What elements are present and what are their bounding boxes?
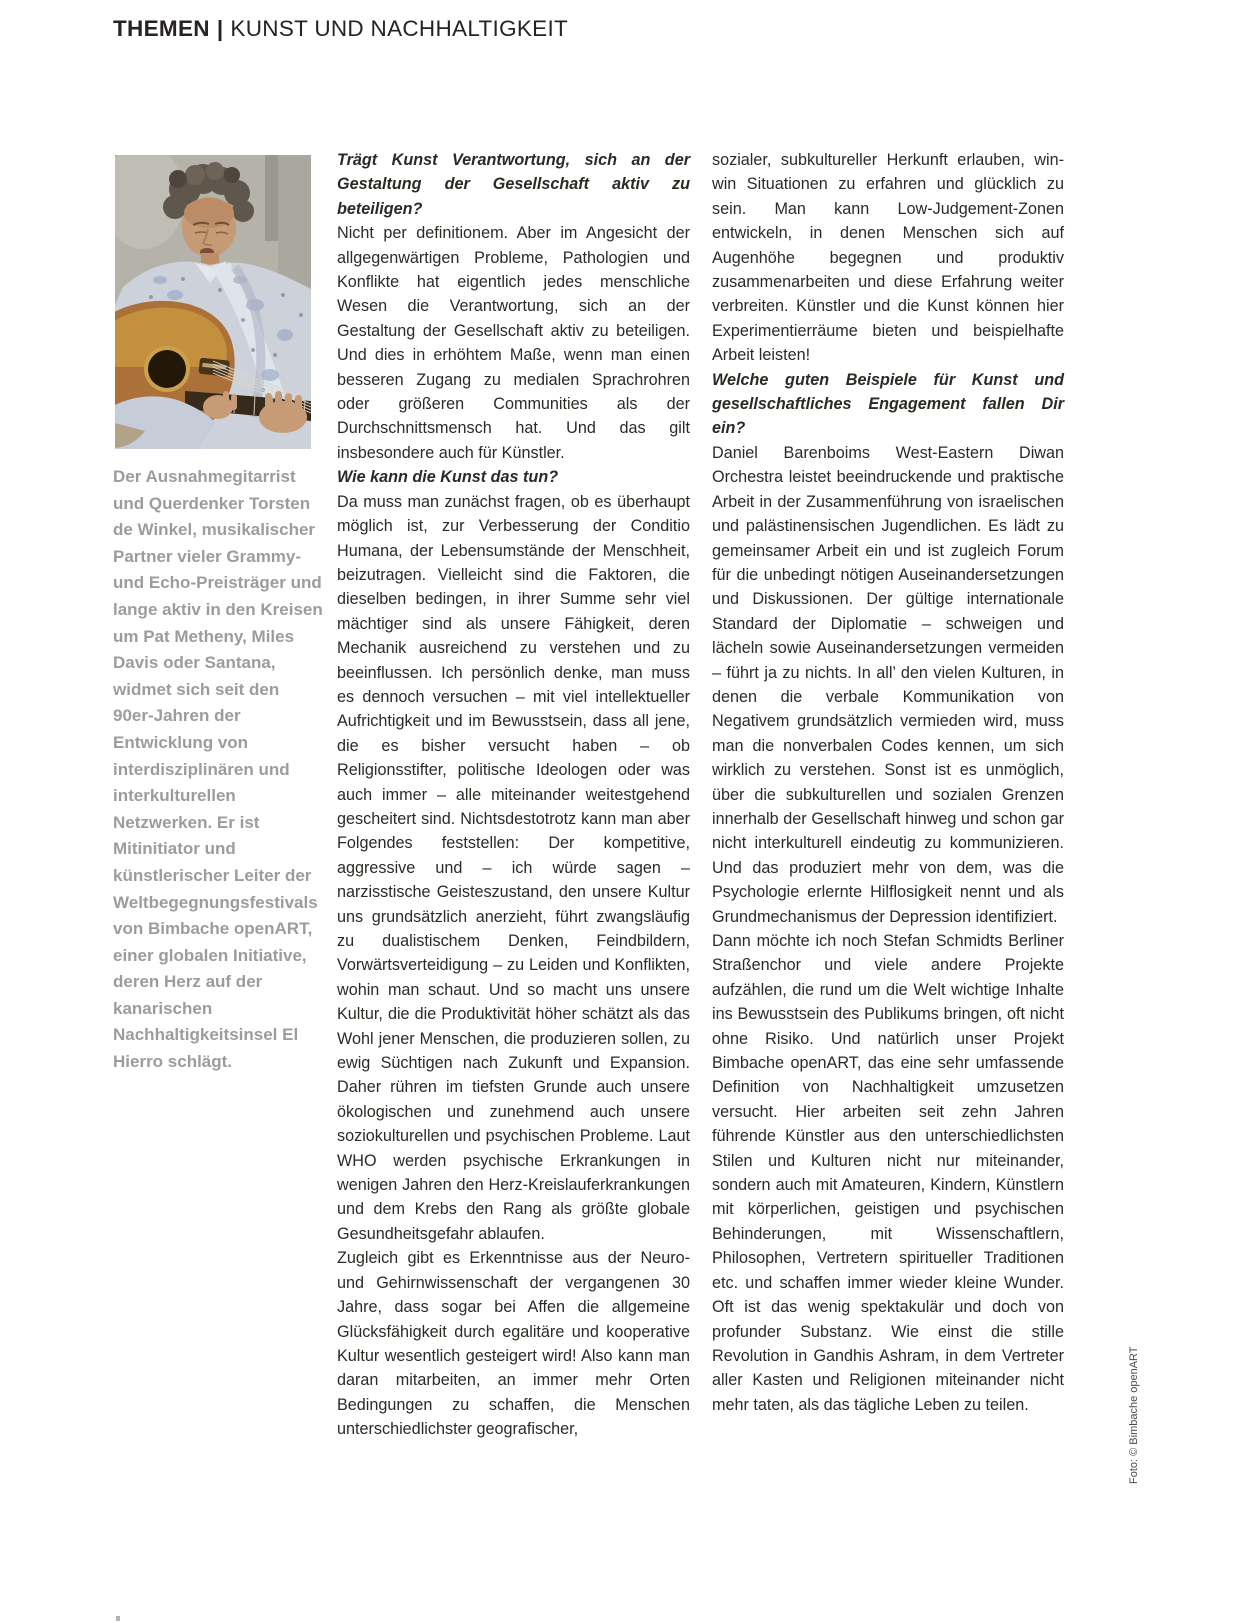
header-separator: | (216, 16, 224, 41)
article-column-2 (712, 148, 1064, 1417)
interview-answer-1: Nicht per definitionem. Aber im Angesicht der allgegenwärtigen Probleme, Pathologien und Konflikte hat eigentlich jedes menschliche Wesen die Verantwortung, sich an der Gestaltung der Gesellschaft aktiv zu beteiligen. Und dies in erhöhtem Maße, wenn man einen besseren Zugang zu medialen Sprachrohren oder größeren Communities als der Durchschnittsmensch hat. Und das gilt insbesondere auch für Künstler. (337, 224, 690, 462)
registration-mark (116, 1616, 120, 1621)
interview-answer-2-part2: Zugleich gibt es Erkenntnisse aus der Neuro- und Gehirnwissenschaft der vergangenen 30 Jahre, dass sogar bei Affen die allgemeine Glücksfähigkeit durch egalitäre und kooperative Kultur wesentlich gesteigert wird! Also kann man daran mitarbeiten, an immer mehr Orten Bedingungen zu schaffen, die Menschen unterschiedlichster geografischer, (337, 1249, 690, 1439)
interview-answer-3-part1: Daniel Barenboims West-Eastern Diwan Orchestra leistet beeindruckende und praktische Arbeit in der Zusammenführung von israelischen und palästinensischen Jugendlichen. Es lädt zu gemeinsamer Arbeit ein und ist zugleich Forum für die unbedingt nötigen Auseinandersetzungen und Diskussionen. Der gültige internationale Standard der Diplomatie – schweigen und lächeln sowie Auseinandersetzungen vermeiden – führt ja zu nichts. In all’ den vielen Kulturen, in denen die verbale Kommunikation von Negativem grundsätzlich vermieden wird, muss man die nonverbalen Codes kennen, um sich wirklich zu verstehen. Sonst ist es unmöglich, über die subkulturellen und sozialen Grenzen innerhalb der Gesellschaft hinweg und schon gar nicht interkulturell eindeutig zu kommunizieren. Und das produziert mehr von dem, was die Psychologie erlernte Hilflosigkeit nennt und als Grundmechanismus der Depression identifiziert. (712, 443, 1064, 926)
photo-credit: Foto: © Bimbache openART (1128, 1346, 1140, 1484)
interview-answer-2-part1: Da muss man zunächst fragen, ob es überhaupt möglich ist, zur Verbesserung der Conditio Humana, der Lebensumstände der Menschheit, beizutragen. Vielleicht sind die Faktoren, die dieselben bedingen, in ihrer Summe sehr viel mächtiger sind als unsere Fähigkeit, deren Mechanik ausreichend zu verstehen und zu beeinflussen. Ich persönlich denke, man muss es dennoch versuchen – mit viel intellektueller Aufrichtigkeit und im Bewusstsein, dass all jene, die es bisher versucht haben – ob Religionsstifter, politische Ideologen oder was auch immer – alle miteinander weitestgehend gescheitert sind. Nichtsdestotrotz kann man aber Folgendes feststellen: Der kompetitive, aggressive und – ich würde sagen – narzisstische Geisteszustand, den unsere Kultur uns grundsätzlich anerzieht, führt zwangsläufig zu dualistischem Denken, Feindbildern, Vorwärtsverteidigung – zu Leiden und Konflikten, wohin man schaut. Und so macht uns unsere Kultur, die die Produktivität höher schätzt als das Wohl jener Menschen, die produzieren sollen, zu ewig Süchtigen nach Zukunft und Expansion. Daher rühren im tiefsten Grunde auch unsere ökologischen und zunehmend auch unsere soziokulturellen und psychischen Probleme. Laut WHO werden psychische Erkrankungen in wenigen Jahren den Herz-Kreislauferkrankungen und dem Krebs den Rang als größte globale Gesundheitsgefahr ablaufen. (337, 492, 690, 1243)
interview-answer-3-part2: Dann möchte ich noch Stefan Schmidts Berliner Straßenchor und viele andere Projekte aufzählen, die rund um die Welt wichtige Inhalte ins Bewusstsein des Publikums bringen, oft nicht ohne Risiko. Und natürlich unser Projekt Bimbache openART, das eine sehr umfassende Definition von Nachhaltigkeit umzusetzen versucht. Hier arbeiten seit zehn Jahren führende Künstler aus den unterschiedlichsten Stilen und Kulturen nicht nur miteinander, sondern auch mit Amateuren, Kindern, Künstlern mit körperlichen, geistigen und psychischen Behinderungen, mit Wissenschaftlern, Philosophen, Vertretern spiritueller Traditionen etc. und schaffen immer wieder kleine Wunder. Oft ist das wenig spektakulär und doch von profunder Substanz. Wie einst die stille Revolution in Gandhis Ashram, in dem Vertreter aller Kasten und Religionen miteinander nicht mehr taten, als das tägliche Leben zu teilen. (712, 932, 1064, 1414)
interview-question-3: Welche guten Beispiele für Kunst und gesellschaftliches Engagement fallen Dir ein? (712, 370, 1064, 438)
section-kicker: THEMEN (113, 16, 210, 41)
interview-question-2: Wie kann die Kunst das tun? (337, 468, 559, 487)
article-column-1 (337, 148, 690, 1442)
interview-question-1: Trägt Kunst Verantwortung, sich an der Gestaltung der Gesellschaft aktiv zu beteiligen? (337, 151, 690, 218)
interview-answer-2-continuation: sozialer, subkultureller Herkunft erlauben, win-win Situationen zu erfahren und glücklich zu sein. Man kann Low-Judgement-Zonen entwickeln, in denen Menschen sich auf Augenhöhe begegnen und produktiv zusammenarbeiten und diese Erfahrung weiter verbreiten. Künstler und die Kunst können hier Experimentierräume bieten und beispielhafte Arbeit leisten! (712, 151, 1064, 365)
page-title: KUNST UND NACHHALTIGKEIT (230, 16, 569, 41)
photo-caption: Der Ausnahmegitarrist und Querdenker Torsten de Winkel, musikalischer Partner vieler Grammy- und Echo-Preisträger und lange aktiv in den Kreisen um Pat Metheny, Miles Davis oder Santana, widmet sich seit den 90er-Jahren der Entwicklung von interdisziplinären und interkulturellen Netzwerken. Er ist Mitinitiator und künstlerischer Leiter der Weltbegegnungsfestivals von Bimbache openART, einer globalen Initiative, deren Herz auf der kanarischen Nachhaltigkeitsinsel El Hierro schlägt. (113, 467, 323, 1072)
page-header (113, 16, 568, 42)
portrait-photo (115, 155, 311, 449)
